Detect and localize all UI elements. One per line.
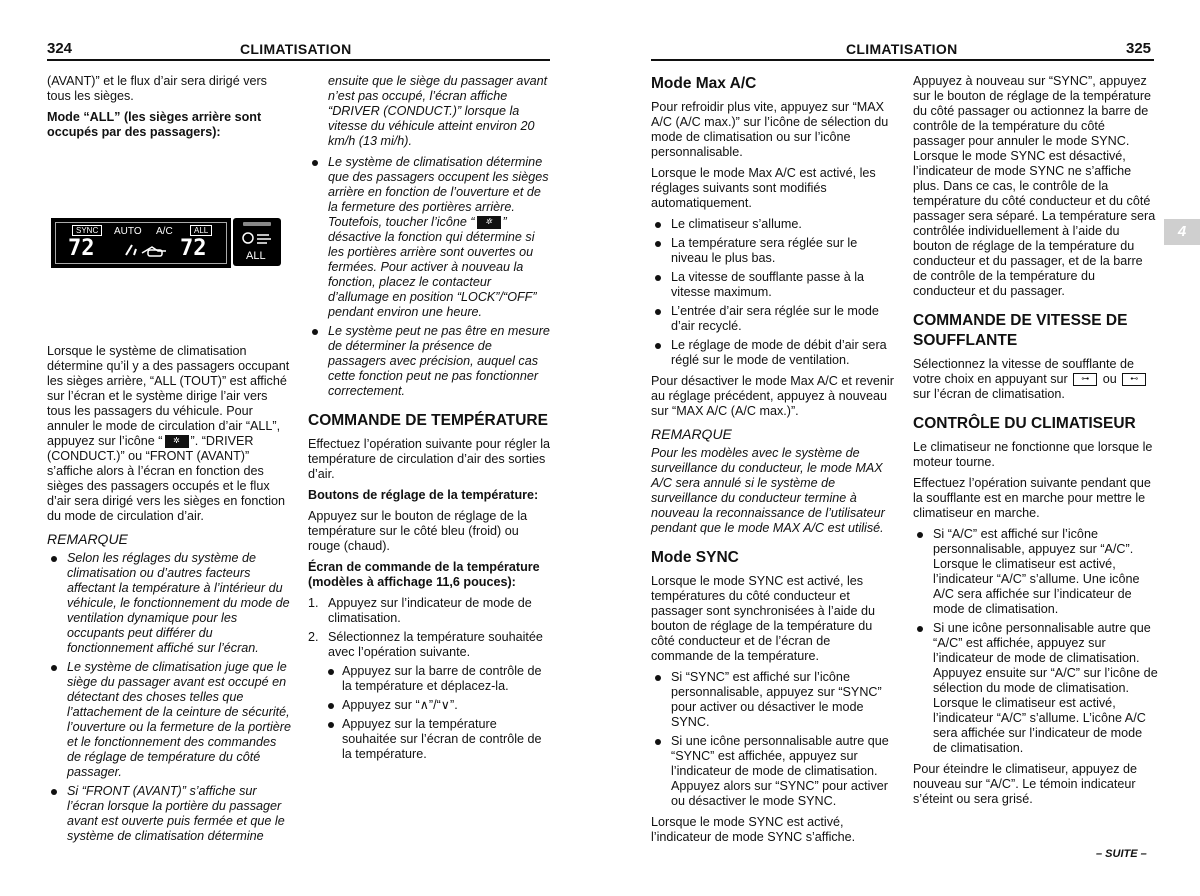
list-item: Le système de climatisation détermine que des passagers occupent les sièges arrière en fonction de l’ouverture et de la fermeture des portières arrière. Toutefois, toucher l’icône “ ✲ ” désactive la fonction qui détermine si les portières arrière sont ouvertes ou fermées. Pour activer à nouveau la fonction, placez le contacteur d’allumage en position “LOCK”/“OFF” pendant environ une heure. (308, 155, 553, 320)
page-title-left: CLIMATISATION (240, 41, 352, 57)
subheading: Écran de commande de la température (modèles à affichage 11,6 pouces): (308, 560, 540, 589)
list-item: Si “SYNC” est affiché sur l’icône personnalisable, appuyez sur “SYNC” pour activer ou désactiver le mode SYNC. (651, 670, 896, 730)
list-item: Appuyez sur la température souhaitée sur l’écran de contrôle de la température. (308, 717, 553, 762)
header-rule-left (47, 59, 550, 61)
paragraph: Le climatiseur ne fonctionne que lorsque le moteur tourne. (913, 440, 1153, 469)
paragraph: Appuyez sur le bouton de réglage de la température sur le côté bleu (froid) ou rouge (chaud). (308, 509, 528, 553)
fan-decrease-icon: ⊶ (1073, 373, 1097, 386)
continued-label: – SUITE – (1096, 848, 1147, 860)
list-item: Selon les réglages du système de climatisation ou d’autres facteurs affectant la température à l’intérieur du véhicule, le fonctionnement du mode de ventilation dynamique pour les occupants peut différer du fonctionnement affiché sur l’écran. (47, 551, 292, 656)
paragraph: Appuyez à nouveau sur “SYNC”, appuyez sur le bouton de réglage de la température du côté passager ou actionnez la barre de contrôle de la température du côté passager pour annuler le mode SYNC. Lorsque le mode SYNC est désactivé, l’indicateur de mode SYNC ne s’affiche plus. Dans ce cas, le contrôle de la température du côté conducteur et du côté passager sera séparé. La température sera contrôlée individuellement à l’aide du bouton de réglage de la température du conducteur et du passager, et de la barre de contrôle de la température du conducteur et du passager. (913, 74, 1156, 298)
paragraph: Effectuez l’opération suivante pendant que la soufflante est en marche pour mettre le climatiseur en marche. (913, 476, 1151, 520)
section-heading-max-ac: Mode Max A/C (651, 75, 757, 92)
paragraph: Lorsque le mode SYNC est activé, l’indicateur de mode SYNC s’affiche. (651, 815, 856, 844)
paragraph: Lorsque le mode Max A/C est activé, les réglages suivants sont modifiés automatiquement. (651, 166, 876, 210)
paragraph: Lorsque le mode SYNC est activé, les températures du côté conducteur et passager sont synchronisées à l’aide du bouton de réglage de la température du côté conducteur et de l’écran de commande de la température. (651, 574, 876, 663)
seat-mode-icon: ✲ (165, 435, 189, 448)
header-rule-right (651, 59, 1154, 61)
list-item: Le système peut ne pas être en mesure de déterminer la présence de passagers avec précision, auquel cas cette fonction peut ne pas fonctionner correctement. (308, 324, 553, 399)
list-item: 2. Sélectionnez la température souhaitée avec l’opération suivante. (308, 630, 543, 659)
list-item: Appuyez sur “∧”/“∨”. (308, 698, 553, 713)
list-item: Si “A/C” est affiché sur l’icône personnalisable, appuyez sur “A/C”. Lorsque le climatiseur est activé, l’indicateur “A/C” s’allume. Une icône A/C sera affichée sur l’indicateur de mode de climatisation. (913, 527, 1158, 617)
temp-left-readout: 72 (68, 236, 95, 261)
remark-list (308, 155, 553, 399)
right-page (600, 0, 1200, 896)
section-heading-fan-speed: COMMANDE DE VITESSE DE SOUFFLANTE (913, 312, 1128, 349)
list-item: L’entrée d’air sera réglée sur le mode d’air recyclé. (651, 304, 896, 334)
paragraph: (AVANT)” et le flux d’air sera dirigé vers tous les sièges. (47, 74, 267, 103)
substeps-list (308, 664, 553, 762)
page-title-right: CLIMATISATION (846, 41, 958, 57)
paragraph: Effectuez l’opération suivante pour régler la température de circulation d’air des sorties d’air. (308, 437, 550, 481)
list-item: La température sera réglée sur le niveau le plus bas. (651, 236, 896, 266)
temp-right-readout: 72 (180, 236, 207, 261)
climate-display-illustration (51, 218, 283, 268)
max-ac-list (651, 217, 896, 368)
section-heading-temperature: COMMANDE DE TEMPÉRATURE (308, 412, 548, 429)
right-column-2 (913, 74, 1158, 813)
right-column-1 (651, 74, 896, 851)
sync-list (651, 670, 896, 809)
display-panel (51, 218, 231, 268)
all-indicator: ALL (190, 225, 212, 236)
ac-indicator: A/C (156, 226, 173, 237)
all-button-label: ALL (246, 250, 266, 262)
sync-indicator: SYNC (72, 225, 102, 236)
list-item: 1. Appuyez sur l’indicateur de mode de climatisation. (308, 596, 532, 625)
list-item: Le climatiseur s’allume. (651, 217, 896, 232)
chapter-tab: 4 (1164, 219, 1200, 245)
list-item: Le système de climatisation juge que le siège du passager avant est occupé en détectant des choses telles que l’attachement de la ceinture de sécurité, l’ouverture ou la fermeture de la portière et le fonctionnement des commandes de réglage de température du côté passager. (47, 660, 292, 780)
page-number-left: 324 (47, 40, 73, 57)
auto-indicator: AUTO (114, 226, 142, 237)
all-mode-button (233, 218, 281, 266)
list-item: Si une icône personnalisable autre que “A/C” est affichée, appuyez sur l’indicateur de mode de climatisation. Appuyez ensuite sur “A/C” sur l’icône de sélection du mode de climatisation. Lorsque le climatiseur est activé, l’indicateur “A/C” s’allume. L’icône A/C sera affichée sur l’indicateur de mode de climatisation. (913, 621, 1158, 756)
list-item: Si une icône personnalisable autre que “SYNC” est affichée, appuyez sur l’indicateur de mode de climatisation. Appuyez alors sur “SYNC” pour activer ou désactiver le mode SYNC. (651, 734, 896, 809)
seat-fan-icon (241, 230, 273, 246)
list-item: La vitesse de soufflante passe à la vitesse maximum. (651, 270, 896, 300)
remark-heading: REMARQUE (651, 426, 732, 442)
remark-heading: REMARQUE (47, 531, 128, 547)
paragraph: Pour éteindre le climatiseur, appuyez de nouveau sur “A/C”. Le témoin indicateur s’éteint ou sera grisé. (913, 762, 1138, 806)
section-heading-sync: Mode SYNC (651, 549, 739, 566)
left-column-2 (308, 74, 553, 768)
remark-continuation: ensuite que le siège du passager avant n’est pas occupé, l’écran affiche “DRIVER (CONDUCT.)” lorsque la vitesse du véhicule atteint environ 20 km/h (13 mi/h). (328, 74, 548, 148)
page-number-right: 325 (1126, 40, 1152, 57)
steps-list (308, 596, 553, 660)
remark-text: Pour les modèles avec le système de surveillance du conducteur, le mode MAX A/C sera annulé si le système de surveillance du conducteur termine à nouveau la reconnaissance de l’utilisateur pendant que le mode MAX A/C est utilisé. (651, 446, 885, 535)
mode-all-heading: Mode “ALL” (les sièges arrière sont occupés par des passagers): (47, 110, 262, 139)
ac-list (913, 527, 1158, 756)
left-column-1 (47, 74, 292, 850)
paragraph: Lorsque le système de climatisation détermine qu’il y a des passagers occupant les sièges arrière, “ALL (TOUT)” est affiché sur l’écran et le système dirige l’air vers tous les passagers du véhicule. Pour annuler le mode de circulation d’air “ALL”, appuyez sur l’icône “ ✲ ”. “DRIVER (CONDUCT.)” ou “FRONT (AVANT)” s’affiche alors à l’écran en fonction des sièges des passagers occupés et le flux d’air sera dirigé vers les sièges en fonction du mode de circulation d’air. (47, 344, 290, 523)
remark-list (47, 551, 292, 844)
paragraph: Sélectionnez la vitesse de soufflante de votre choix en appuyant sur ⊶ ou ⊷ sur l’écran de climatisation. (913, 357, 1158, 402)
list-item: Si “FRONT (AVANT)” s’affiche sur l’écran lorsque la portière du passager avant est ouverte puis fermée et que le système de climatisation détermine (47, 784, 292, 844)
list-item: Le réglage de mode de débit d’air sera réglé sur le mode de ventilation. (651, 338, 896, 368)
section-heading-ac-control: CONTRÔLE DU CLIMATISEUR (913, 415, 1136, 432)
paragraph: Pour refroidir plus vite, appuyez sur “MAX A/C (A/C max.)” sur l’icône de sélection du mode de climatisation ou sur l’icône personnalisable. (651, 100, 889, 159)
subheading: Boutons de réglage de la température: (308, 488, 539, 502)
seat-mode-icon: ✲ (477, 216, 501, 229)
paragraph: Pour désactiver le mode Max A/C et revenir au réglage précédent, appuyez à nouveau sur “MAX A/C (A/C max.)”. (651, 374, 894, 418)
list-item: Appuyez sur la barre de contrôle de la température et déplacez-la. (308, 664, 553, 694)
airflow-seat-icon (122, 241, 172, 259)
fan-increase-icon: ⊷ (1122, 373, 1146, 386)
